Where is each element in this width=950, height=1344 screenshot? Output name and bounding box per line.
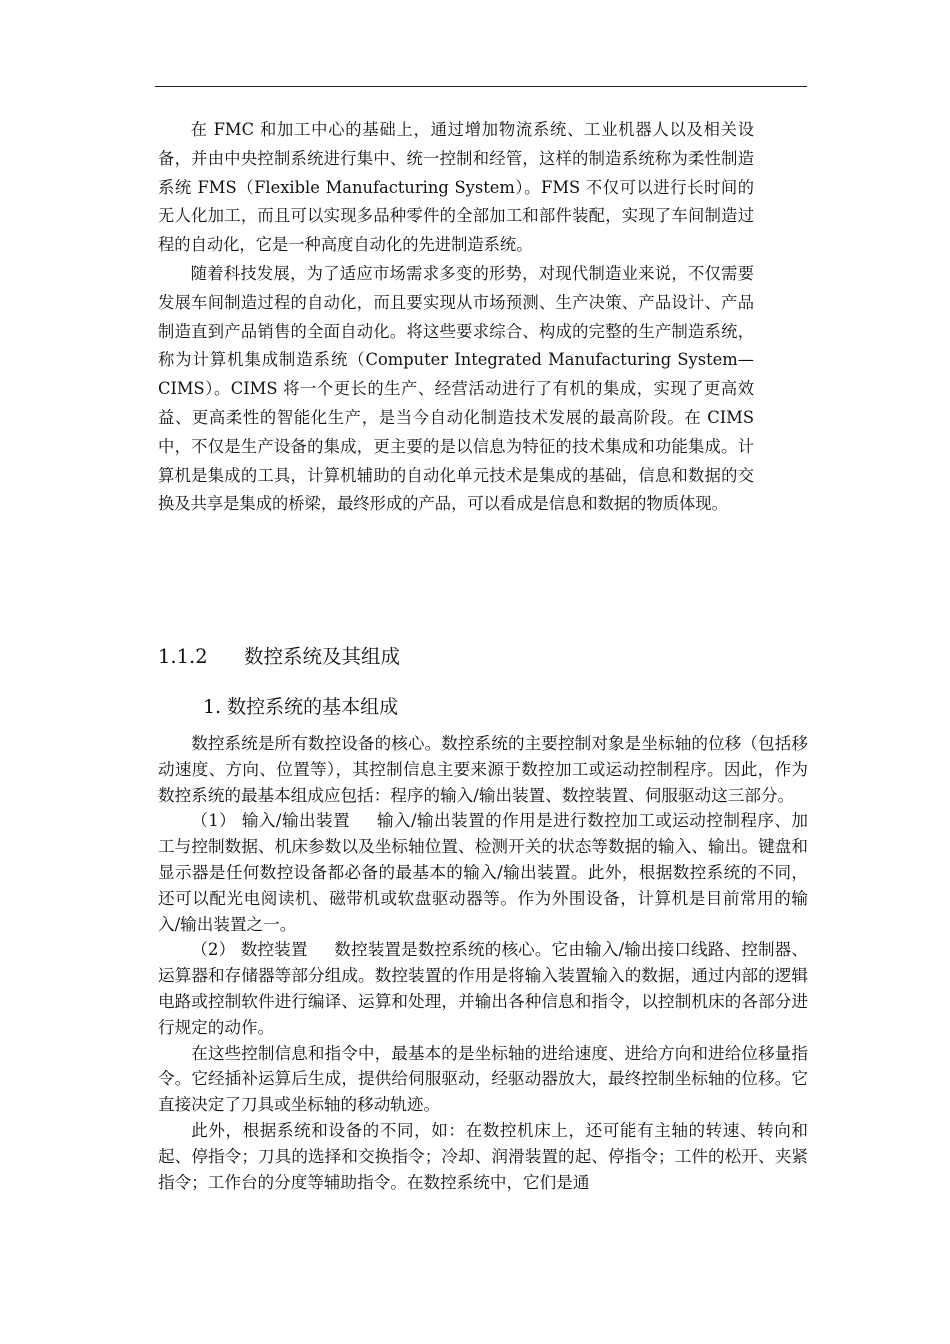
- paragraph-text: 输入/输出装置的作用是进行数控加工或运动控制程序、加工与控制数据、机床参数以及坐标轴位置、检测开关的状态等数据的输入、输出。键盘和显示器是任何数控设备都必备的最基本的输入/输出装置。此外，根据数控系统的不同，还可以配光电阅读机、磁带机或软盘驱动器等。作为外围设备，计算机是目前常用的输入/输出装置之一。: [158, 811, 808, 934]
- item-label: （1） 输入/输出装置: [191, 811, 351, 831]
- paragraph-text: 数控装置是数控系统的核心。它由输入/输出接口线路、控制器、运算器和存储器等部分组成。数控装置的作用是将输入装置输入的数据，通过内部的逻辑电路或控制软件进行编译、运算和处理，并输出各种信息和指令，以控制机床的各部分进行规定的动作。: [158, 940, 808, 1037]
- intro-section: [158, 116, 754, 519]
- body-paragraph: 随着科技发展，为了适应市场需求多变的形势，对现代制造业来说，不仅需要发展车间制造过程的自动化，而且要实现从市场预测、生产决策、产品设计、产品制造直到产品销售的全面自动化。将这些要求综合、构成的完整的生产制造系统，称为计算机集成制造系统（Computer Integrated Manufacturing System—CIMS）。CIMS 将一个更长的生产、经营活动进行了有机的集成，实现了更高效益、更高柔性的智能化生产，是当今自动化制造技术发展的最高阶段。在 CIMS 中，不仅是生产设备的集成，更主要的是以信息为特征的技术集成和功能集成。计算机是集成的工具，计算机辅助的自动化单元技术是集成的基础，信息和数据的交换及共享是集成的桥梁，最终形成的产品，可以看成是信息和数据的物质体现。: [158, 263, 754, 514]
- body-paragraph: [158, 1118, 808, 1195]
- body-paragraph: 在 FMC 和加工中心的基础上，通过增加物流系统、工业机器人以及相关设备，并由中央控制系统进行集中、统一控制和经管，这样的制造系统称为柔性制造系统 FMS（Flexible Manufacturing System）。FMS 不仅可以进行长时间的无人化加工，而且可以实现多品种零件的全部加工和部件装配，实现了车间制造过程的自动化，它是一种高度自动化的先进制造系统。: [158, 120, 754, 255]
- body-paragraph: [158, 1041, 808, 1118]
- section-title: 数控系统及其组成: [244, 645, 401, 668]
- body-paragraph: [158, 937, 808, 1040]
- subsection-heading: 1. 数控系统的基本组成: [203, 696, 399, 718]
- section-number: 1.1.2: [158, 645, 208, 668]
- paragraph-text: 此外，根据系统和设备的不同，如：在数控机床上，还可能有主轴的转速、转向和起、停指令；刀具的选择和交换指令；冷却、润滑装置的起、停指令；工件的松开、夹紧指令；工作台的分度等辅助指令。在数控系统中，它们是通: [158, 1120, 808, 1192]
- body-paragraph: [158, 731, 808, 808]
- paragraph-text: 在这些控制信息和指令中，最基本的是坐标轴的进给速度、进给方向和进给位移量指令。它经插补运算后生成，提供给伺服驱动，经驱动器放大，最终控制坐标轴的位移。它直接决定了刀具或坐标轴的移动轨迹。: [158, 1043, 808, 1115]
- item-label: （2） 数控装置: [191, 940, 308, 960]
- body-paragraph: [158, 808, 808, 937]
- composition-section: [158, 731, 808, 1195]
- header-rule: [155, 86, 807, 87]
- section-heading: [158, 642, 400, 672]
- paragraph-text: 数控系统是所有数控设备的核心。数控系统的主要控制对象是坐标轴的位移（包括移动速度、方向、位置等），其控制信息主要来源于数控加工或运动控制程序。因此，作为数控系统的最基本组成应包括：程序的输入/输出装置、数控装置、伺服驱动这三部分。: [158, 734, 808, 805]
